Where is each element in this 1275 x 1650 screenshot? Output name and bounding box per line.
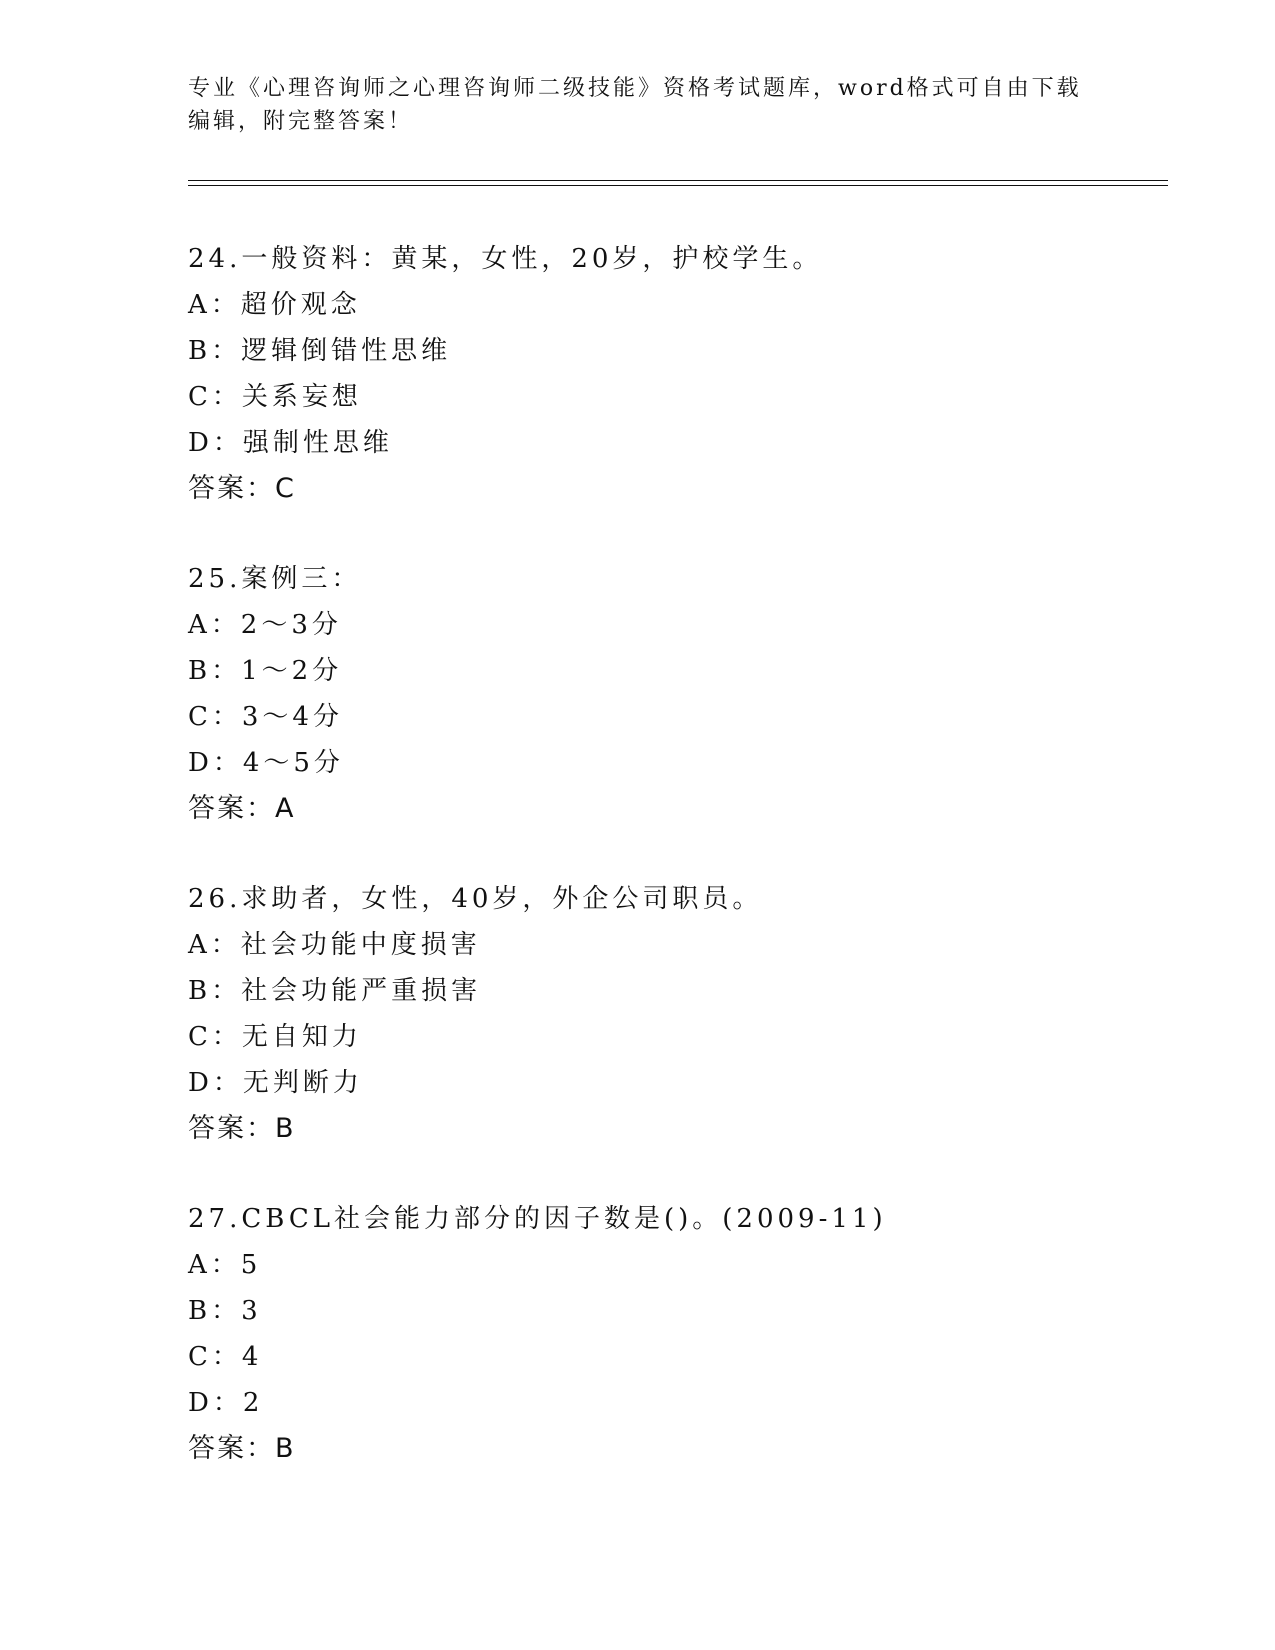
option-a: A：超价观念	[188, 290, 361, 320]
question-24	[188, 236, 1168, 512]
option-d: D：强制性思维	[188, 428, 393, 458]
question-stem: 27.CBCL社会能力部分的因子数是()。(2009-11)	[188, 1204, 887, 1234]
question-stem: 24.一般资料：黄某，女性，20岁，护校学生。	[188, 244, 823, 274]
header-line-2: 编辑，附完整答案！	[188, 109, 414, 134]
option-b: B：社会功能严重损害	[188, 976, 482, 1006]
option-b: B：逻辑倒错性思维	[188, 336, 452, 366]
question-27	[188, 1196, 1168, 1472]
answer: 答案：C	[188, 473, 296, 504]
option-c: C：无自知力	[188, 1022, 362, 1052]
header-divider-top	[188, 180, 1168, 181]
question-25	[188, 556, 1168, 832]
option-b: B：1～2分	[188, 656, 343, 686]
answer: 答案：B	[188, 1113, 296, 1144]
question-stem: 25.案例三：	[188, 564, 362, 594]
question-26	[188, 876, 1168, 1152]
option-a: A：2～3分	[188, 610, 342, 640]
header-divider-bottom	[188, 185, 1168, 186]
document-header	[188, 72, 1088, 138]
option-a: A：5	[188, 1250, 262, 1280]
option-b: B：3	[188, 1296, 262, 1326]
answer: 答案：B	[188, 1433, 296, 1464]
option-c: C：4	[188, 1342, 263, 1372]
header-line-1: 专业《心理咨询师之心理咨询师二级技能》资格考试题库，word格式可自由下载	[188, 76, 1082, 101]
question-stem: 26.求助者，女性，40岁，外企公司职员。	[188, 884, 763, 914]
option-a: A：社会功能中度损害	[188, 930, 481, 960]
option-d: D：无判断力	[188, 1068, 363, 1098]
option-d: D：2	[188, 1388, 264, 1418]
option-c: C：关系妄想	[188, 382, 362, 412]
answer: 答案：A	[188, 793, 296, 824]
option-c: C：3～4分	[188, 702, 343, 732]
option-d: D：4～5分	[188, 748, 344, 778]
